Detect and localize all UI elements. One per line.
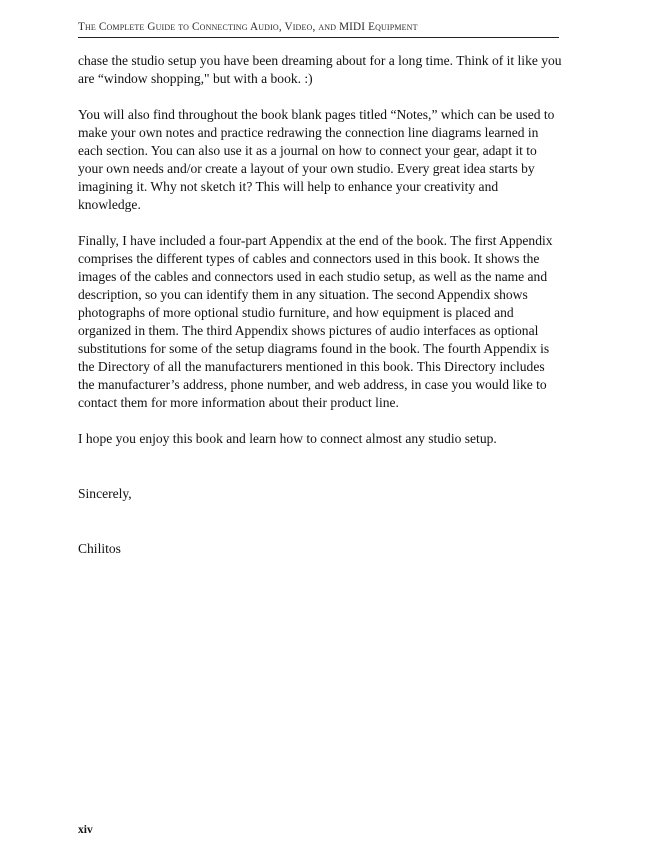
paragraph-window-shopping: chase the studio setup you have been dreaming about for a long time. Think of it like you are “window shopping," but with a book. :) xyxy=(78,53,562,86)
paragraph-appendix: Finally, I have included a four-part Appendix at the end of the book. The first Appendix comprises the different types of cables and connectors used in this book. It shows the images of the cables and connectors used in each studio setup, as well as the name and description, so you can identify them in any situation. The second Appendix shows photographs of more optional studio furniture, and how equipment is placed and organized in them. The third Appendix shows pictures of audio interfaces as optional substitutions for some of the setup diagrams found in the book. The fourth Appendix is the Directory of all the manufacturers mentioned in this book. This Directory includes the manufacturer’s address, phone number, and web address, in case you would like to contact them for more information about their product line. xyxy=(78,233,553,410)
header-rule xyxy=(78,37,559,38)
running-header: The Complete Guide to Connecting Audio, Video, and MIDI Equipment xyxy=(78,21,418,33)
paragraph-closing-wish: I hope you enjoy this book and learn how to connect almost any studio setup. xyxy=(78,431,497,446)
page-body xyxy=(78,52,562,558)
paragraph-notes-pages: You will also find throughout the book blank pages titled “Notes,” which can be used to make your own notes and practice redrawing the connection line diagrams learned in each section. You can also use it as a journal on how to connect your gear, adapt it to your own needs and/or create a layout of your own studio. Every great idea starts by imagining it. Why not sketch it? This will help to enhance your creativity and knowledge. xyxy=(78,107,555,212)
sign-off: Sincerely, xyxy=(78,486,132,501)
page-number: xiv xyxy=(78,824,93,836)
author-signature: Chilitos xyxy=(78,541,121,556)
